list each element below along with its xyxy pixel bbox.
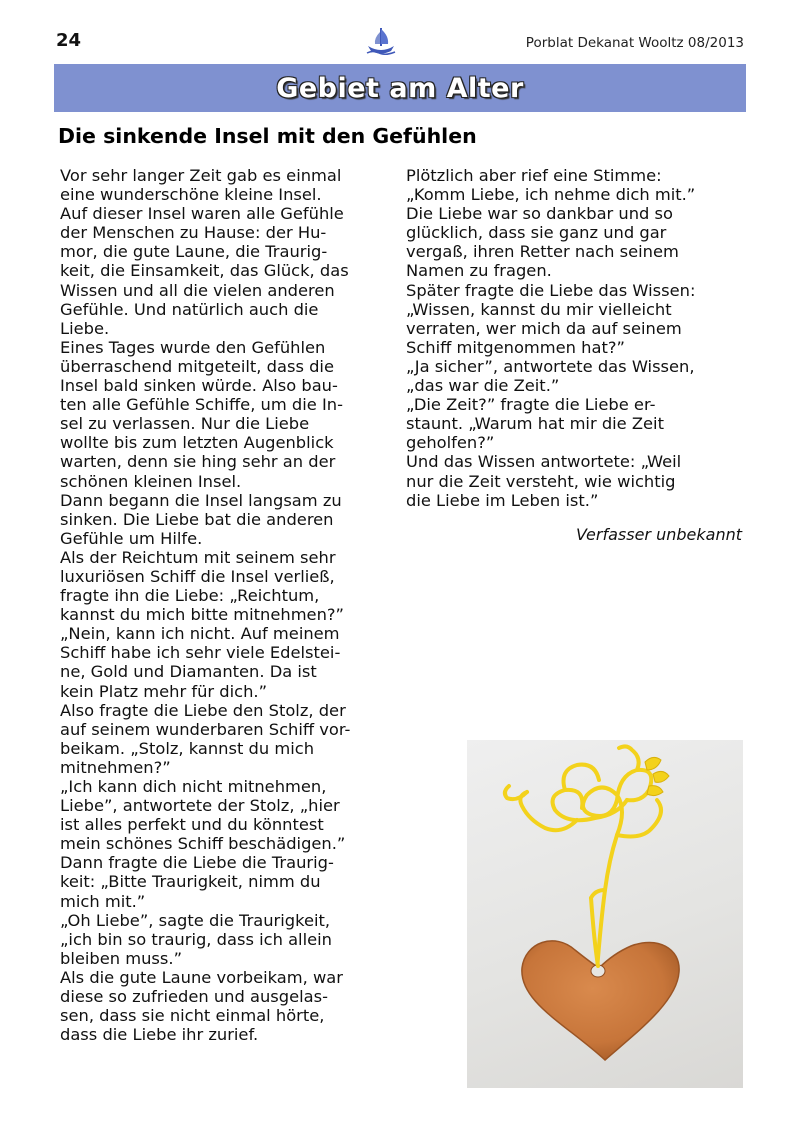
text-line: Gefühle um Hilfe. (60, 528, 203, 548)
text-line: Als die gute Laune vorbeikam, war (60, 967, 343, 987)
page-number: 24 (56, 30, 82, 51)
text-line: Liebe”, antwortete der Stolz, „hier (60, 796, 340, 816)
text-line: warten, denn sie hing sehr an der (60, 452, 336, 472)
text-line: Eines Tages wurde den Gefühlen (60, 337, 326, 357)
text-line: ist alles perfekt und du könntest (60, 815, 324, 835)
text-line: glücklich, dass sie ganz und gar (406, 223, 667, 243)
article-author: Verfasser unbekannt (576, 525, 742, 544)
text-line: diese so zufrieden und ausgelas- (60, 987, 328, 1007)
text-line: geholfen?” (406, 433, 495, 453)
text-line: „Wissen, kannst du mir vielleicht (406, 299, 672, 319)
text-line: die Liebe im Leben ist.” (406, 490, 599, 510)
text-line: Also fragte die Liebe den Stolz, der (60, 700, 346, 720)
text-line: eine wunderschöne kleine Insel. (60, 185, 322, 205)
text-line: nur die Zeit versteht, wie wichtig (406, 471, 676, 491)
text-line: „Ja sicher”, antwortete das Wissen, (406, 356, 695, 376)
text-line: sel zu verlassen. Nur die Liebe (60, 414, 310, 434)
text-line: staunt. „Warum hat mir die Zeit (406, 414, 664, 434)
dekanat-logo-icon (364, 24, 398, 58)
text-line: ten alle Gefühle Schiffe, um die In- (60, 395, 343, 415)
section-banner (54, 64, 746, 112)
text-line: auf seinem wunderbaren Schiff vor- (60, 719, 351, 739)
text-line: vergaß, ihren Retter nach seinem (406, 242, 679, 262)
text-line: „Ich kann dich nicht mitnehmen, (60, 777, 327, 796)
text-line: „Komm Liebe, ich nehme dich mit.” (406, 185, 696, 205)
text-line: Plötzlich aber rief eine Stimme: (406, 166, 662, 185)
text-line: wollte bis zum letzten Augenblick (60, 433, 334, 453)
text-line: mein schönes Schiff beschädigen.” (60, 834, 346, 854)
text-line: verraten, wer mich da auf seinem (406, 318, 682, 338)
text-line: Gefühle. Und natürlich auch die (60, 299, 319, 319)
text-line: „Nein, kann ich nicht. Auf meinem (60, 624, 340, 644)
article-title: Die sinkende Insel mit den Gefühlen (58, 124, 477, 148)
gingerbread-heart (522, 941, 679, 1060)
text-line: kannst du mich bitte mitnehmen?” (60, 605, 344, 625)
text-line: sen, dass sie nicht einmal hörte, (60, 1006, 325, 1026)
text-line: kein Platz mehr für dich.” (60, 681, 268, 701)
text-line: „ich bin so traurig, dass ich allein (60, 929, 332, 949)
text-line: Dann fragte die Liebe die Traurig- (60, 853, 334, 873)
text-line: dass die Liebe ihr zurief. (60, 1025, 259, 1045)
text-line: mich mit.” (60, 891, 146, 911)
text-line: „das war die Zeit.” (406, 376, 560, 396)
article-left-column (60, 166, 350, 1044)
text-line: Wissen und all die vielen anderen (60, 280, 335, 300)
text-line: Namen zu fragen. (406, 261, 552, 281)
text-line: sinken. Die Liebe bat die anderen (60, 509, 334, 529)
text-line: Liebe. (60, 318, 110, 338)
yellow-ribbon (505, 746, 661, 970)
text-line: bleiben muss.” (60, 948, 182, 968)
heart-photo (467, 740, 743, 1088)
text-line: Später fragte die Liebe das Wissen: (406, 280, 696, 300)
text-line: Schiff mitgenommen hat?” (406, 337, 625, 357)
text-line: überraschend mitgeteilt, dass die (60, 356, 334, 376)
text-line: der Menschen zu Hause: der Hu- (60, 223, 327, 243)
text-line: mitnehmen?” (60, 757, 171, 777)
text-line: „Die Zeit?” fragte die Liebe er- (406, 395, 656, 415)
text-line: Insel bald sinken würde. Also bau- (60, 376, 338, 396)
text-line: keit, die Einsamkeit, das Glück, das (60, 261, 349, 281)
text-line: Vor sehr langer Zeit gab es einmal (60, 166, 342, 185)
text-line: fragte ihn die Liebe: „Reichtum, (60, 586, 320, 606)
text-line: Die Liebe war so dankbar und so (406, 204, 674, 224)
text-line: Schiff habe ich sehr viele Edelstei- (60, 643, 341, 663)
text-line: Dann begann die Insel langsam zu (60, 490, 342, 510)
text-line: Als der Reichtum mit seinem sehr (60, 547, 336, 567)
publication-running-head: Porblat Dekanat Wooltz 08/2013 (525, 35, 744, 51)
section-banner-title: Gebiet am Alter (276, 72, 524, 104)
text-line: luxuriösen Schiff die Insel verließ, (60, 566, 335, 586)
article-right-column (406, 166, 695, 510)
text-line: keit: „Bitte Traurigkeit, nimm du (60, 872, 321, 892)
text-line: „Oh Liebe”, sagte die Traurigkeit, (60, 910, 331, 930)
text-line: mor, die gute Laune, die Traurig- (60, 242, 328, 262)
text-line: Auf dieser Insel waren alle Gefühle (60, 204, 344, 224)
text-line: ne, Gold und Diamanten. Da ist (60, 662, 317, 682)
text-line: beikam. „Stolz, kannst du mich (60, 738, 315, 758)
ribbon-coil (645, 757, 669, 795)
text-line: schönen kleinen Insel. (60, 471, 242, 491)
text-line: Und das Wissen antwortete: „Weil (406, 452, 682, 472)
